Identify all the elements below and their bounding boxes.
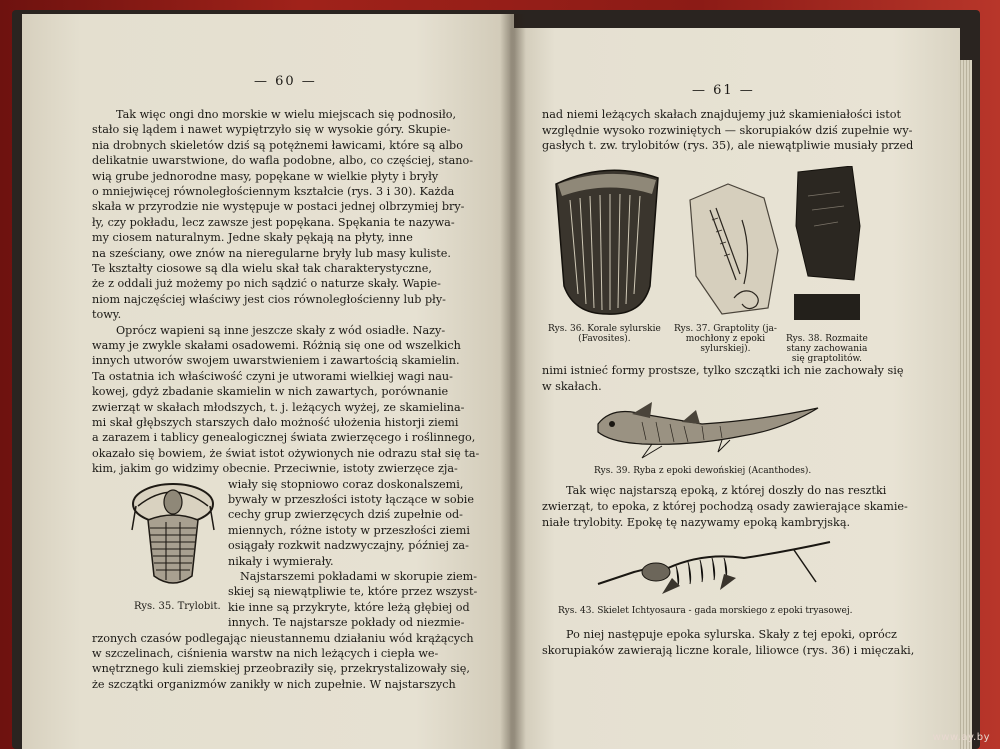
fig43-caption: Rys. 43. Skielet Ichtyosaura - gada morskiego z epoki tryasowej. (558, 606, 853, 616)
left-text-line: wnętrznego kuli ziemskiej przeobraziły się, przekrystalizowały się, (92, 662, 470, 676)
right-text-line: względnie wysoko rozwiniętych — skorupiaków dziś zupełnie wy- (542, 123, 913, 137)
left-text-line: Tak więc ongi dno morskie w wielu miejscach się podnosiło, (116, 108, 457, 121)
right-text-line: skorupiaków zawierają liczne korale, liliowce (rys. 36) i mięczaki, (542, 644, 915, 657)
left-text-line: Te kształty ciosowe są dla wielu skał tak charakterystyczne, (92, 262, 432, 275)
right-text-line: zwierząt, to epoka, z której pochodzą osady zawierające skamie- (542, 500, 908, 513)
left-text-line: kowej, gdyż zbadanie skamielin w nich zawartych, porównanie (92, 385, 449, 399)
fig37-caption (674, 324, 777, 354)
fig36-caption (548, 324, 661, 344)
left-text-line: że szczątki organizmów zanikły w nich zupełnie. W najstarszych (92, 677, 456, 691)
left-text-line: Oprócz wapieni są inne jeszcze skały z wód osiadłe. Nazy- (116, 323, 446, 337)
fig38-caption-line2: stany zachowania (786, 344, 868, 354)
fig38-caption-line3: się graptolitów. (791, 354, 863, 364)
right-page (510, 28, 960, 749)
book-gutter (500, 14, 526, 749)
fig36-caption-line1: Rys. 36. Korale sylurskie (548, 324, 661, 334)
left-text-line: delikatnie uwarstwione, do wafla podobne, albo, co częściej, stano- (92, 154, 473, 168)
left-text-line: wią grube jednorodne masy, popękane w wielkie płyty i bryły (92, 169, 439, 183)
left-page (22, 14, 514, 749)
left-text-line: mi skał głębszych starszych dało możność ułożenia historji ziemi (92, 416, 459, 429)
fig37-caption-line2: mochłony z epoki (685, 334, 766, 344)
coral-figure (552, 166, 662, 316)
left-text-line: my ciosem naturalnym. Jedne skały pękają na płyty, inne (92, 231, 413, 245)
left-text-line: a zarazem i tablicy genealogicznej świata zwierzęcego i roślinnego, (92, 431, 476, 445)
left-text-line: kim, jakim go widzimy obecnie. Przeciwnie, istoty zwierzęce zja- (92, 462, 458, 476)
page-number-right: — 61 — (692, 83, 755, 98)
fig38-caption-line1: Rys. 38. Rozmaite (786, 334, 868, 344)
fish-figure (592, 400, 822, 460)
left-text-line: towy. (92, 308, 122, 322)
fig35-caption: Rys. 35. Trylobit. (134, 601, 221, 612)
left-text-line: innych. Te najstarsze pokłady od niezmie- (228, 616, 465, 630)
left-text-line: zwierząt w skałach młodszych, t. j. leżących wyżej, ze skamielina- (92, 400, 465, 414)
left-text-line: o mniejwięcej równoległościennym kształcie (rys. 3 i 30). Każda (92, 185, 455, 198)
left-text-line: kie inne są przykryte, które leżą głębiej od (228, 600, 470, 614)
right-text-line: nad niemi leżących skałach znajdujemy już skamieniałości istot (542, 108, 901, 121)
left-text-line: bywały w przeszłości istoty łączące w sobie (228, 493, 474, 506)
right-text-line: Tak więc najstarszą epoką, z której doszły do nas resztki (566, 484, 887, 497)
fig38-caption (786, 334, 868, 364)
left-text-line: w szczelinach, ciśnienia warstw na nich leżących i ciepła we- (92, 647, 439, 660)
left-text-line: osiągały rozkwit nadzwyczajny, później za- (228, 539, 469, 553)
left-text-line: na sześciany, owe znów na nieregularne bryły lub masy kuliste. (92, 246, 451, 260)
left-text-line: wamy je zwykle skałami osadowemi. Różnią się one od wszelkich (92, 339, 461, 352)
fig36-caption-line2: (Favosites). (578, 334, 631, 344)
left-text-line: ły, czy pokładu, lecz zawsze jest popękana. Spękania te nazywa- (92, 215, 455, 229)
page-edges (958, 60, 972, 749)
left-text-line: wiały się stopniowo coraz doskonalszemi, (228, 477, 464, 491)
left-text-line: innych utworów swojem uwarstwieniem i zawartością skamielin. (92, 354, 460, 368)
left-text-line: Najstarszemi pokładami w skorupie ziem- (240, 570, 478, 583)
left-text-line: Ta ostatnia ich właściwość czyni je utworami wielkiej wagi nau- (92, 369, 453, 383)
left-text-line: niom najczęściej właściwy jest cios równoległościenny lub pły- (92, 292, 446, 306)
left-text-line: cechy grup zwierzęcych dziś zupełnie od- (228, 508, 463, 522)
right-text-line: nimi istnieć formy prostsze, tylko szczątki ich nie zachowały się (542, 364, 904, 377)
left-text-line: że z oddali już możemy po nich sądzić o naturze skały. Wapie- (92, 277, 441, 291)
graptolite-figure (682, 180, 782, 320)
page-number-left: — 60 — (254, 74, 317, 89)
left-text-line: okazało się bowiem, że świat istot ożywionych nie odrazu stał się ta- (92, 446, 480, 460)
watermark: www.ay.by (932, 732, 990, 743)
ichthyosaur-skeleton-figure (594, 538, 834, 598)
right-text-line: niałe trylobity. Epokę tę nazywamy epoką kambryjską. (542, 516, 851, 529)
fig39-caption: Rys. 39. Ryba z epoki dewońskiej (Acanthodes). (594, 466, 812, 476)
fig37-caption-line3: sylurskiej). (700, 344, 751, 354)
left-text-line: rzonych czasów podlegając nieustannemu działaniu wód krążących (92, 631, 474, 645)
left-text-line: skała w przyrodzie nie występuje w postaci jednej olbrzymiej bry- (92, 200, 465, 214)
left-text-line: miennych, różne istoty w przeszłości ziemi (228, 523, 470, 537)
trilobite-figure (128, 480, 218, 592)
left-text-line: skiej są niewątpliwie te, które przez wszyst- (228, 585, 478, 599)
left-text-line: nia drobnych skieletów dziś są potężnemi ławicami, które są albo (92, 138, 463, 152)
right-text-line: Po niej następuje epoka sylurska. Skały z tej epoki, oprócz (566, 628, 897, 641)
right-text-line: gasłych t. zw. trylobitów (rys. 35), ale niewątpliwie musiały przed (542, 139, 914, 152)
left-text-line: stało się lądem i nawet wypiętrzyło się w wysokie góry. Skupie- (92, 123, 451, 137)
fig37-caption-line1: Rys. 37. Graptolity (ja- (674, 324, 777, 334)
right-text-line: w skałach. (542, 379, 602, 393)
left-text-line: nikały i wymierały. (228, 554, 334, 568)
graptolite-stones-figure (794, 166, 864, 326)
